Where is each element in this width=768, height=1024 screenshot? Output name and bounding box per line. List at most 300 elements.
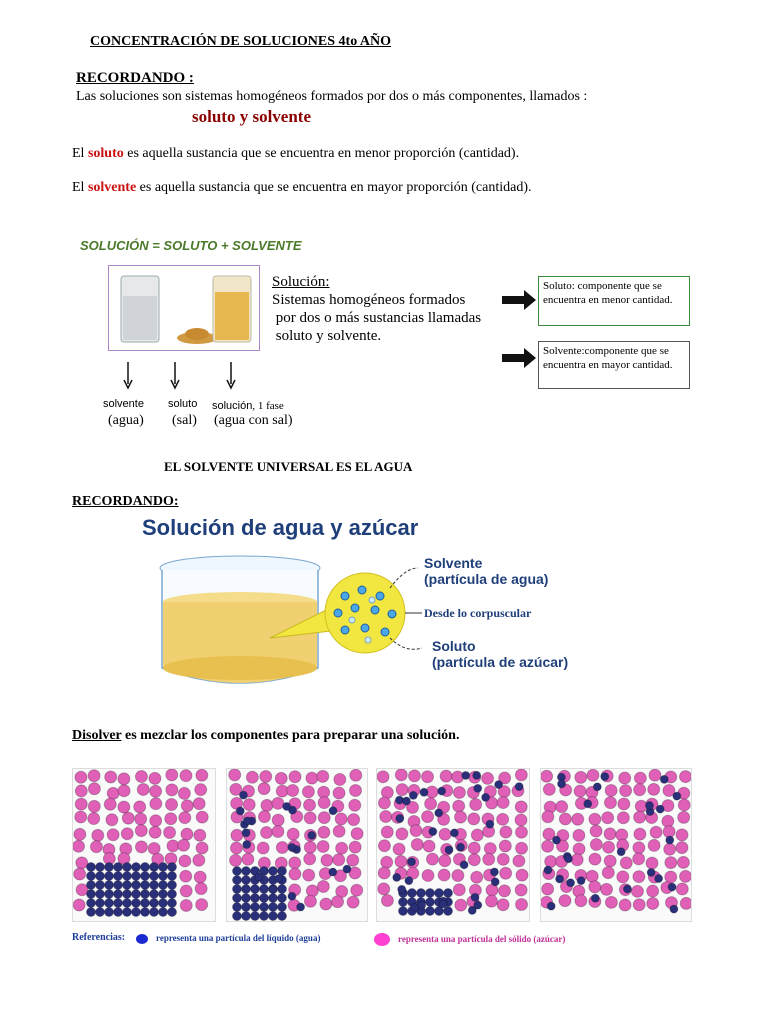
sugar-particle bbox=[665, 857, 677, 869]
water-particle bbox=[435, 809, 443, 817]
sugar-particle bbox=[351, 884, 363, 896]
water-particle bbox=[251, 903, 260, 912]
soluto-definition-box: Soluto: componente que se encuentra en menor cantidad. bbox=[538, 276, 690, 326]
label-solvente: solvente bbox=[103, 398, 144, 410]
water-particle bbox=[460, 861, 468, 869]
highlight-terms: soluto y solvente bbox=[192, 107, 311, 126]
solvente-callout bbox=[424, 555, 548, 587]
sugar-particle bbox=[573, 829, 585, 841]
label-agua-con-sal: (agua con sal) bbox=[214, 413, 293, 428]
sugar-particle bbox=[559, 813, 571, 825]
sugar-particle bbox=[664, 843, 676, 855]
water-particle bbox=[141, 890, 150, 899]
water-particle bbox=[150, 899, 159, 908]
water-particle bbox=[233, 876, 242, 885]
water-particle bbox=[278, 885, 287, 894]
water-particle bbox=[420, 788, 428, 796]
water-particle bbox=[123, 899, 132, 908]
water-particle bbox=[242, 894, 251, 903]
sugar-particle bbox=[320, 898, 332, 910]
sugar-particle bbox=[318, 826, 330, 838]
sugar-particle bbox=[498, 885, 510, 897]
sugar-particle bbox=[195, 784, 207, 796]
water-particle bbox=[297, 903, 305, 911]
sugar-particle bbox=[631, 885, 643, 897]
equation-label: SOLUCIÓN = SOLUTO + SOLVENTE bbox=[80, 238, 302, 253]
water-particle bbox=[408, 889, 417, 898]
sugar-particle bbox=[676, 842, 688, 854]
panel-1-particles bbox=[73, 769, 215, 921]
sugar-particle bbox=[587, 769, 599, 781]
label-sal: (sal) bbox=[172, 413, 197, 428]
sugar-particle bbox=[261, 827, 273, 839]
page-title: CONCENTRACIÓN DE SOLUCIONES 4to AÑO bbox=[90, 34, 392, 49]
sugar-particle bbox=[304, 895, 316, 907]
water-particle bbox=[159, 899, 168, 908]
sugar-particle bbox=[634, 784, 646, 796]
sugar-particle bbox=[515, 769, 527, 781]
sugar-particle bbox=[678, 811, 690, 823]
sugar-particle bbox=[679, 771, 691, 783]
water-particle bbox=[601, 773, 609, 781]
water-particle bbox=[123, 881, 132, 890]
water-particle bbox=[132, 908, 141, 917]
sugar-particle bbox=[633, 899, 645, 911]
arrows-to-boxes bbox=[500, 290, 540, 370]
sugar-particle bbox=[680, 870, 691, 882]
sugar-particle bbox=[150, 785, 162, 797]
sugar-particle bbox=[678, 799, 690, 811]
sugar-particle bbox=[589, 813, 601, 825]
water-particle bbox=[450, 829, 458, 837]
sugar-particle bbox=[318, 812, 330, 824]
water-particle bbox=[105, 908, 114, 917]
water-particle bbox=[87, 881, 96, 890]
sugar-particle bbox=[317, 840, 329, 852]
sugar-particle bbox=[422, 771, 434, 783]
water-particle bbox=[233, 885, 242, 894]
water-particle bbox=[396, 814, 404, 822]
water-particle bbox=[96, 890, 105, 899]
sugar-particle bbox=[602, 867, 614, 879]
sugar-particle bbox=[350, 769, 362, 781]
water-particle bbox=[150, 872, 159, 881]
sugar-particle bbox=[515, 814, 527, 826]
sugar-particle bbox=[646, 857, 658, 869]
sugar-particle bbox=[542, 840, 554, 852]
sugar-particle bbox=[604, 855, 616, 867]
sugar-particle bbox=[515, 801, 527, 813]
soluto-post: es aquella sustancia que se encuentra en menor proporción (cantidad). bbox=[123, 146, 520, 161]
sugar-particle bbox=[604, 797, 616, 809]
sugar-particle bbox=[317, 881, 329, 893]
water-particle bbox=[260, 903, 269, 912]
sugar-particle bbox=[575, 771, 587, 783]
sugar-particle bbox=[275, 772, 287, 784]
sugar-particle bbox=[304, 853, 316, 865]
sugar-particle bbox=[258, 811, 270, 823]
solucion-line-2: por dos o más sustancias llamadas bbox=[272, 310, 482, 326]
sugar-particle bbox=[347, 896, 359, 908]
water-particle bbox=[564, 855, 572, 863]
water-particle bbox=[409, 791, 417, 799]
water-particle bbox=[132, 881, 141, 890]
sugar-particle bbox=[455, 811, 467, 823]
water-particle bbox=[132, 872, 141, 881]
corpuscular-label: Desde lo corpuscular bbox=[424, 606, 532, 620]
sugar-particle bbox=[485, 895, 497, 907]
sugar-particle bbox=[452, 870, 464, 882]
sugar-particle bbox=[334, 773, 346, 785]
water-particle bbox=[141, 899, 150, 908]
sugar-particle bbox=[181, 828, 193, 840]
sugar-particle bbox=[318, 797, 330, 809]
water-particle bbox=[132, 890, 141, 899]
water-particle bbox=[490, 868, 498, 876]
water-particle bbox=[255, 873, 263, 881]
water-particle bbox=[668, 883, 676, 891]
water-particle bbox=[623, 885, 631, 893]
sugar-particle bbox=[230, 854, 242, 866]
sugar-particle bbox=[378, 797, 390, 809]
water-particle bbox=[123, 863, 132, 872]
water-particle bbox=[251, 885, 260, 894]
sugar-particle bbox=[680, 897, 691, 909]
sugar-particle bbox=[333, 854, 345, 866]
sugar-particle bbox=[482, 772, 494, 784]
sugar-particle bbox=[543, 783, 555, 795]
sugar-particle bbox=[261, 799, 273, 811]
water-particle bbox=[426, 898, 435, 907]
sugar-particle bbox=[603, 841, 615, 853]
sugar-particle bbox=[571, 854, 583, 866]
panel-3-particles bbox=[377, 769, 529, 921]
sugar-particle bbox=[439, 828, 451, 840]
sugar-particle bbox=[333, 825, 345, 837]
sugar-particle bbox=[590, 839, 602, 851]
sugar-particle bbox=[75, 785, 87, 797]
sugar-particle bbox=[381, 856, 393, 868]
water-particle bbox=[236, 807, 244, 815]
sugar-particle bbox=[483, 853, 495, 865]
sugar-particle bbox=[425, 798, 437, 810]
water-particle bbox=[577, 877, 585, 885]
sugar-particle bbox=[605, 785, 617, 797]
sugar-particle bbox=[650, 826, 662, 838]
sugar-particle bbox=[515, 826, 527, 838]
water-particle bbox=[399, 907, 408, 916]
sugar-particle bbox=[317, 770, 329, 782]
water-particle bbox=[233, 867, 242, 876]
water-particle bbox=[87, 863, 96, 872]
sugar-particle bbox=[499, 840, 511, 852]
water-particle bbox=[491, 878, 499, 886]
sugar-particle bbox=[122, 812, 134, 824]
water-particle bbox=[269, 867, 278, 876]
sugar-particle bbox=[604, 828, 616, 840]
sugar-particle bbox=[471, 871, 483, 883]
water-particle bbox=[462, 771, 470, 779]
sugar-particle bbox=[106, 814, 118, 826]
water-particle bbox=[617, 848, 625, 856]
sugar-particle bbox=[381, 826, 393, 838]
sugar-particle bbox=[633, 842, 645, 854]
sugar-particle bbox=[453, 884, 465, 896]
water-particle bbox=[402, 797, 410, 805]
water-particle bbox=[660, 775, 668, 783]
water-particle bbox=[242, 885, 251, 894]
sugar-particle bbox=[349, 799, 361, 811]
sugar-particle bbox=[602, 812, 614, 824]
water-particle bbox=[159, 890, 168, 899]
sugar-particle bbox=[453, 800, 465, 812]
water-particle bbox=[445, 846, 453, 854]
water-particle bbox=[105, 863, 114, 872]
sugar-particle bbox=[633, 853, 645, 865]
water-particle bbox=[168, 908, 177, 917]
sugar-particle bbox=[395, 769, 407, 781]
solvente-term: solvente bbox=[87, 180, 137, 195]
sugar-particle bbox=[229, 769, 241, 781]
water-particle bbox=[547, 902, 555, 910]
label-agua: (agua) bbox=[108, 413, 144, 428]
sugar-particle bbox=[321, 854, 333, 866]
down-arrows bbox=[118, 362, 248, 392]
sugar-particle bbox=[304, 799, 316, 811]
water-particle bbox=[105, 872, 114, 881]
sugar-particle bbox=[556, 801, 568, 813]
water-particle bbox=[269, 912, 278, 921]
beakers-illustration bbox=[109, 266, 259, 350]
water-particle bbox=[242, 912, 251, 921]
water-particle bbox=[87, 908, 96, 917]
water-particle bbox=[567, 879, 575, 887]
solvente-definition-box: Solvente:componente que se encuentra en mayor cantidad. bbox=[538, 341, 690, 389]
sugar-particle bbox=[380, 811, 392, 823]
water-particle bbox=[408, 858, 416, 866]
label-solucion-text: solución bbox=[212, 400, 253, 412]
water-particle bbox=[233, 912, 242, 921]
sugar-particle bbox=[411, 839, 423, 851]
sugar-particle bbox=[633, 871, 645, 883]
sugar-particle bbox=[513, 855, 525, 867]
sugar-particle bbox=[347, 854, 359, 866]
sugar-particle bbox=[134, 801, 146, 813]
sugar-particle bbox=[180, 770, 192, 782]
label-fase: , 1 fase bbox=[252, 400, 284, 412]
sugar-particle bbox=[230, 842, 242, 854]
sugar-particle bbox=[335, 813, 347, 825]
sugar-particle bbox=[574, 785, 586, 797]
water-particle bbox=[474, 784, 482, 792]
sugar-particle bbox=[289, 771, 301, 783]
sugar-particle bbox=[178, 787, 190, 799]
water-particle bbox=[251, 894, 260, 903]
sugar-particle bbox=[107, 829, 119, 841]
water-particle bbox=[105, 881, 114, 890]
water-particle bbox=[132, 863, 141, 872]
sugar-particle bbox=[500, 867, 512, 879]
sugar-particle bbox=[348, 814, 360, 826]
water-particle bbox=[114, 908, 123, 917]
water-particle bbox=[260, 912, 269, 921]
water-particle bbox=[343, 865, 351, 873]
dissolution-panel-3 bbox=[376, 768, 530, 922]
water-particle bbox=[168, 863, 177, 872]
water-particle bbox=[474, 901, 482, 909]
water-particle bbox=[482, 793, 490, 801]
intro-text: Las soluciones son sistemas homogéneos formados por dos o más componentes, llamados : bbox=[76, 89, 588, 104]
sugar-particle bbox=[258, 783, 270, 795]
sugar-particle bbox=[542, 883, 554, 895]
disolver-term: Disolver bbox=[72, 728, 122, 743]
sugar-particle bbox=[648, 839, 660, 851]
sugar-particle bbox=[396, 784, 408, 796]
water-particle bbox=[114, 872, 123, 881]
sugar-particle bbox=[242, 853, 254, 865]
sugar-particle bbox=[196, 842, 208, 854]
sugar-particle bbox=[634, 772, 646, 784]
sugar-particle bbox=[515, 884, 527, 896]
water-particle bbox=[243, 840, 251, 848]
water-particle bbox=[471, 893, 479, 901]
water-particle bbox=[159, 863, 168, 872]
sugar-particle bbox=[92, 829, 104, 841]
water-particle bbox=[558, 780, 566, 788]
sugar-particle bbox=[181, 800, 193, 812]
sugar-particle bbox=[516, 869, 528, 881]
sugar-particle bbox=[135, 841, 147, 853]
sugar-particle bbox=[559, 895, 571, 907]
water-particle bbox=[87, 890, 96, 899]
sugar-particle bbox=[260, 770, 272, 782]
sugar-particle bbox=[351, 828, 363, 840]
universal-solvent-heading: EL SOLVENTE UNIVERSAL ES EL AGUA bbox=[164, 459, 413, 474]
water-particle bbox=[673, 792, 681, 800]
water-particle bbox=[417, 889, 426, 898]
water-particle bbox=[670, 905, 678, 913]
water-particle bbox=[556, 875, 564, 883]
water-particle bbox=[439, 900, 447, 908]
water-particle bbox=[655, 875, 663, 883]
water-particle bbox=[278, 894, 287, 903]
water-particle bbox=[123, 872, 132, 881]
dissolution-panel-2 bbox=[226, 768, 368, 922]
soluto-term: soluto bbox=[87, 146, 124, 161]
sugar-particle bbox=[289, 857, 301, 869]
sugar-particle bbox=[619, 772, 631, 784]
sugar-particle bbox=[272, 826, 284, 838]
water-particle bbox=[308, 831, 316, 839]
water-particle bbox=[260, 894, 269, 903]
soluto-callout-sub: (partícula de azúcar) bbox=[432, 654, 569, 670]
sugar-particle bbox=[410, 825, 422, 837]
water-particle bbox=[96, 899, 105, 908]
water-particle bbox=[251, 912, 260, 921]
water-particle bbox=[150, 881, 159, 890]
water-particle bbox=[96, 872, 105, 881]
sugar-particle bbox=[590, 825, 602, 837]
water-particle bbox=[168, 872, 177, 881]
water-particle bbox=[233, 894, 242, 903]
water-particle bbox=[515, 783, 523, 791]
water-particle bbox=[96, 881, 105, 890]
sugar-particle bbox=[196, 899, 208, 911]
water-particle-legend-text: representa una partícula del líquido (agua) bbox=[156, 933, 321, 943]
sugar-particle bbox=[272, 814, 284, 826]
water-particle bbox=[233, 903, 242, 912]
sugar-particle bbox=[541, 770, 553, 782]
sugar-particle bbox=[395, 855, 407, 867]
sugar-particle bbox=[484, 843, 496, 855]
sugar-particle bbox=[180, 899, 192, 911]
recordando-heading-2: RECORDANDO: bbox=[72, 494, 179, 509]
sugar-particle bbox=[104, 798, 116, 810]
water-particle bbox=[473, 771, 481, 779]
sugar-particle bbox=[423, 840, 435, 852]
water-particle bbox=[242, 867, 251, 876]
sugar-particle bbox=[377, 771, 389, 783]
sugar-particle bbox=[118, 773, 130, 785]
sugar-particle bbox=[589, 853, 601, 865]
soluto-definition bbox=[72, 146, 519, 162]
water-particle bbox=[429, 828, 437, 836]
water-particle bbox=[114, 881, 123, 890]
sugar-particle bbox=[287, 784, 299, 796]
sugar-particle-legend-text: representa una partícula del sólido (azúcar) bbox=[398, 934, 566, 944]
sugar-particle bbox=[73, 899, 85, 911]
water-particle bbox=[87, 872, 96, 881]
water-particle bbox=[486, 820, 494, 828]
sugar-particle bbox=[75, 771, 87, 783]
sugar-particle bbox=[426, 853, 438, 865]
dissolution-panel-4 bbox=[540, 768, 692, 922]
sugar-particle bbox=[634, 811, 646, 823]
disolver-rest: es mezclar los componentes para preparar una solución. bbox=[121, 728, 460, 743]
sugar-particle bbox=[243, 799, 255, 811]
sugar-particle bbox=[422, 869, 434, 881]
sugar-particle bbox=[649, 769, 661, 781]
sugar-particle bbox=[121, 828, 133, 840]
water-particle bbox=[269, 894, 278, 903]
sugar-particle bbox=[137, 783, 149, 795]
sugar-particle bbox=[468, 854, 480, 866]
sugar-particle bbox=[193, 854, 205, 866]
sugar-particle bbox=[149, 826, 161, 838]
sugar-particle bbox=[289, 868, 301, 880]
sugar-particle bbox=[287, 828, 299, 840]
recordando-heading-1: RECORDANDO : bbox=[76, 70, 194, 86]
sugar-particle bbox=[381, 895, 393, 907]
solvente-post: es aquella sustancia que se encuentra en mayor proporción (cantidad). bbox=[136, 180, 532, 195]
water-particle bbox=[242, 829, 250, 837]
dissolution-panel-1 bbox=[72, 768, 216, 922]
sugar-particle bbox=[378, 840, 390, 852]
water-particle bbox=[283, 802, 291, 810]
sugar-particle bbox=[180, 885, 192, 897]
sugar-particle bbox=[408, 770, 420, 782]
sugar-particle bbox=[647, 885, 659, 897]
water-particle bbox=[260, 885, 269, 894]
sugar-particle bbox=[516, 842, 528, 854]
sugar-solution-illustration bbox=[150, 548, 670, 708]
sugar-particle bbox=[349, 784, 361, 796]
sugar-particle bbox=[572, 813, 584, 825]
sugar-particle bbox=[332, 896, 344, 908]
water-particle bbox=[150, 908, 159, 917]
sugar-particle bbox=[179, 855, 191, 867]
sugar-particle bbox=[90, 841, 102, 853]
